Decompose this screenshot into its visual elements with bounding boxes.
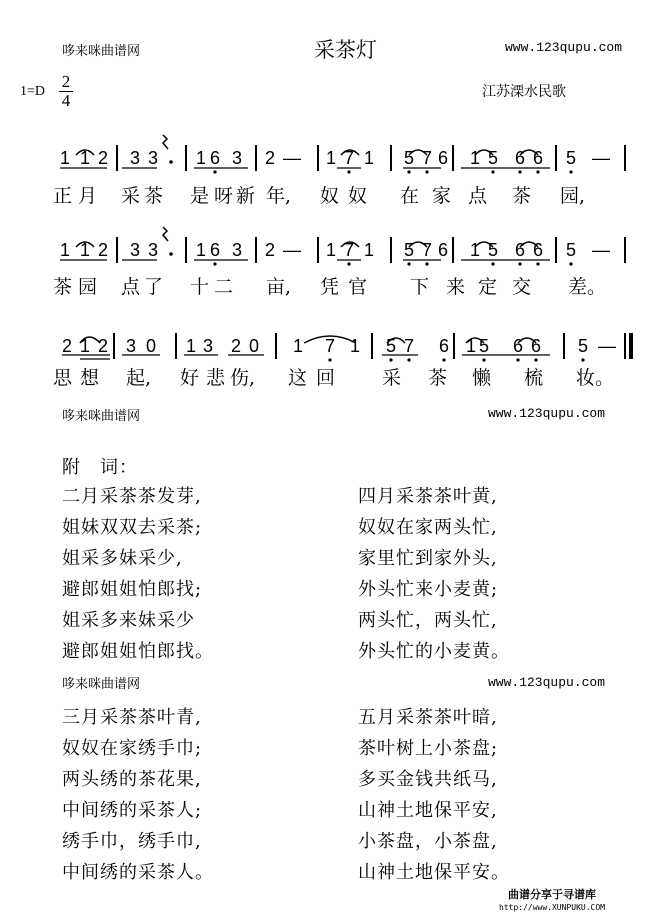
- verse-line: 外头忙的小麦黄。: [358, 641, 510, 662]
- lyric: 好: [180, 367, 200, 389]
- lyric: 来: [446, 276, 466, 298]
- note: 7: [325, 336, 336, 356]
- note: —: [283, 240, 301, 260]
- note: 7: [344, 148, 355, 168]
- note: 2: [265, 148, 276, 168]
- note: 6: [533, 240, 544, 260]
- lyric: 奴: [348, 185, 368, 207]
- dot: [534, 358, 537, 361]
- verse-line: 姐采多来妹采少: [62, 610, 195, 631]
- note: 2: [265, 240, 276, 260]
- note: 6: [513, 336, 524, 356]
- lyric: 奴: [320, 185, 340, 207]
- note: 1: [80, 148, 91, 168]
- note: 5: [566, 240, 577, 260]
- note: 3: [148, 148, 159, 168]
- note: 3: [130, 148, 141, 168]
- note: 1: [470, 240, 481, 260]
- dot: [442, 358, 445, 361]
- note: 2: [231, 336, 242, 356]
- lyric: 下: [410, 276, 430, 298]
- note: 6: [531, 336, 542, 356]
- note: 6: [515, 148, 526, 168]
- verse-line: 奴奴在家两头忙,: [358, 517, 498, 538]
- verses-2-right: [358, 702, 510, 888]
- verse-line: 中间绣的采茶人;: [62, 800, 203, 821]
- lyric: 在: [400, 185, 420, 207]
- song-origin: 江苏溧水民歌: [482, 84, 566, 100]
- dot: [491, 170, 494, 173]
- note: 1: [470, 148, 481, 168]
- note: 2: [98, 336, 109, 356]
- lyric: 妆。: [576, 367, 615, 389]
- lyric: 是: [190, 185, 210, 207]
- lyric: 了: [144, 276, 164, 298]
- verse-line: 姐采多妹采少,: [62, 548, 183, 569]
- site-name: 哆来咪曲谱网: [62, 44, 141, 59]
- dot: [536, 170, 539, 173]
- lyric: 定: [478, 276, 498, 298]
- note: —: [598, 336, 616, 356]
- dot: [389, 358, 392, 361]
- site-url[interactable]: www.123qupu.com: [505, 40, 623, 55]
- lyric: 十: [190, 276, 210, 298]
- lyric: 回: [316, 367, 336, 389]
- note: —: [592, 240, 610, 260]
- lyric: 起,: [126, 367, 152, 389]
- dot: [425, 262, 428, 265]
- dot: [569, 262, 572, 265]
- note: 6: [210, 240, 221, 260]
- verse-line: 多买金钱共纸马,: [358, 769, 498, 790]
- lyric: 正: [53, 185, 73, 207]
- verses-1-left: [62, 481, 214, 667]
- verse-line: 小茶盘，小茶盘,: [358, 831, 498, 852]
- note: 7: [422, 148, 433, 168]
- note: 1: [60, 240, 71, 260]
- notation-line-1: [0, 125, 650, 185]
- note: 2: [62, 336, 73, 356]
- lyric: 思: [53, 367, 73, 389]
- dot: [482, 358, 485, 361]
- verse-line: 绣手巾，绣手巾,: [62, 831, 202, 852]
- verse-line: 避郎姐姐怕郎找。: [62, 641, 214, 662]
- lyric: 园,: [560, 185, 586, 207]
- song-title: 采茶灯: [314, 38, 377, 62]
- grace-mark: [163, 135, 168, 149]
- note: 5: [488, 148, 499, 168]
- lyric: 年,: [266, 185, 292, 207]
- dot: [407, 262, 410, 265]
- verse-line: 姐妹双双去采茶;: [62, 517, 203, 538]
- note: 5: [404, 148, 415, 168]
- note: 3: [130, 240, 141, 260]
- note: 6: [438, 148, 449, 168]
- dot: [328, 358, 331, 361]
- footer-text: 曲谱分享于寻谱库: [508, 888, 596, 901]
- site-url-mid[interactable]: www.123qupu.com: [488, 406, 606, 421]
- note: 5: [578, 336, 589, 356]
- verses-1-right: [358, 481, 510, 667]
- lyric: 点: [468, 185, 488, 207]
- lyrics-line-1: [0, 181, 650, 207]
- lyric: 茶: [428, 367, 448, 389]
- note: 5: [479, 336, 490, 356]
- dot: [581, 358, 584, 361]
- dot: [347, 262, 350, 265]
- note: 0: [146, 336, 157, 356]
- note: 5: [386, 336, 397, 356]
- note: 6: [533, 148, 544, 168]
- dot: [569, 170, 572, 173]
- dot: [347, 170, 350, 173]
- note: 1: [196, 240, 207, 260]
- lyric: 新: [236, 185, 256, 207]
- grace-mark: [163, 227, 168, 241]
- note: 7: [422, 240, 433, 260]
- note: 7: [404, 336, 415, 356]
- lyrics-line-3: [0, 363, 650, 389]
- lyric: 点: [121, 276, 141, 298]
- lyric: 家: [432, 185, 452, 207]
- note: 1: [186, 336, 197, 356]
- dot: [407, 170, 410, 173]
- note: 3: [203, 336, 214, 356]
- verse-line: 两头绣的茶花果,: [62, 769, 202, 790]
- lyric: 茶: [512, 185, 532, 207]
- note: 1: [364, 240, 375, 260]
- lyric: 采: [121, 185, 141, 207]
- lyric: 想: [80, 367, 100, 389]
- dot: [518, 170, 521, 173]
- dot: [491, 262, 494, 265]
- notation-line-2: [0, 217, 650, 277]
- verse-line: 避郎姐姐怕郎找;: [62, 579, 203, 600]
- lyric: 差。: [568, 276, 607, 298]
- verse-line: 山神土地保平安。: [358, 862, 510, 883]
- lyric: 茶: [144, 185, 164, 207]
- lyric: 呀: [214, 185, 234, 207]
- lyric: 亩,: [266, 276, 292, 298]
- note: 1: [364, 148, 375, 168]
- lyric: 伤,: [230, 367, 256, 389]
- verse-line: 奴奴在家绣手巾;: [62, 738, 203, 759]
- note: 1: [80, 240, 91, 260]
- lyric: 采: [382, 367, 402, 389]
- note: 0: [249, 336, 260, 356]
- final-barline: [629, 333, 633, 359]
- note: 1: [466, 336, 477, 356]
- note: 6: [439, 336, 450, 356]
- dot: [536, 262, 539, 265]
- site-url-low[interactable]: www.123qupu.com: [488, 675, 606, 690]
- dot: [169, 252, 173, 256]
- note: 6: [210, 148, 221, 168]
- lyric: 交: [512, 276, 532, 298]
- verse-line: 茶叶树上小茶盘;: [358, 738, 499, 759]
- note: 7: [344, 240, 355, 260]
- note: 1: [80, 336, 91, 356]
- note: 3: [232, 240, 243, 260]
- note: 1: [293, 336, 304, 356]
- note: 5: [566, 148, 577, 168]
- dot: [213, 170, 216, 173]
- note: 3: [126, 336, 137, 356]
- verse-line: 五月采茶茶叶暗,: [358, 707, 498, 728]
- note: 5: [404, 240, 415, 260]
- lyrics-line-2: [0, 272, 650, 298]
- footer-url[interactable]: http://www.XUNPUKU.COM: [499, 903, 605, 912]
- verse-line: 家里忙到家外头,: [358, 548, 498, 569]
- note: 2: [98, 148, 109, 168]
- time-denominator: 4: [61, 91, 71, 110]
- note: 2: [98, 240, 109, 260]
- lyric: 梳: [524, 367, 544, 389]
- dot: [425, 170, 428, 173]
- verse-line: 山神土地保平安,: [358, 800, 498, 821]
- note: 1: [60, 148, 71, 168]
- lyric: 官: [348, 276, 368, 298]
- dot: [213, 262, 216, 265]
- lyric: 月: [78, 185, 98, 207]
- note: 3: [148, 240, 159, 260]
- note: 3: [232, 148, 243, 168]
- verse-line: 三月采茶茶叶青,: [62, 707, 202, 728]
- time-signature: [59, 73, 73, 110]
- lyric: 二: [214, 276, 234, 298]
- lyric: 园: [78, 276, 98, 298]
- note: 5: [488, 240, 499, 260]
- note: 6: [515, 240, 526, 260]
- note: 1: [326, 148, 337, 168]
- verses-heading: 附 词：: [62, 457, 138, 478]
- note: 1: [326, 240, 337, 260]
- site-name-low: 哆来咪曲谱网: [62, 677, 141, 692]
- dot: [516, 358, 519, 361]
- lyric: 凭: [320, 276, 340, 298]
- verse-line: 四月采茶茶叶黄,: [358, 486, 498, 507]
- verse-line: 外头忙来小麦黄;: [358, 579, 499, 600]
- lyric: 悲: [206, 367, 226, 389]
- verse-line: 二月采茶茶发芽,: [62, 486, 202, 507]
- verses-2-left: [62, 702, 214, 888]
- note: 6: [438, 240, 449, 260]
- dot: [407, 358, 410, 361]
- note: 1: [350, 336, 361, 356]
- lyric: 这: [288, 367, 308, 389]
- dot: [518, 262, 521, 265]
- time-numerator: 2: [61, 72, 71, 91]
- verse-line: 中间绣的采茶人。: [62, 862, 214, 883]
- lyric: 茶: [53, 276, 73, 298]
- note: —: [283, 148, 301, 168]
- dot: [169, 160, 173, 164]
- note: —: [592, 148, 610, 168]
- verse-line: 两头忙，两头忙,: [358, 610, 498, 631]
- key-signature: 1=D: [20, 84, 46, 99]
- note: 1: [196, 148, 207, 168]
- site-name-mid: 哆来咪曲谱网: [62, 409, 141, 424]
- lyric: 懒: [472, 367, 492, 389]
